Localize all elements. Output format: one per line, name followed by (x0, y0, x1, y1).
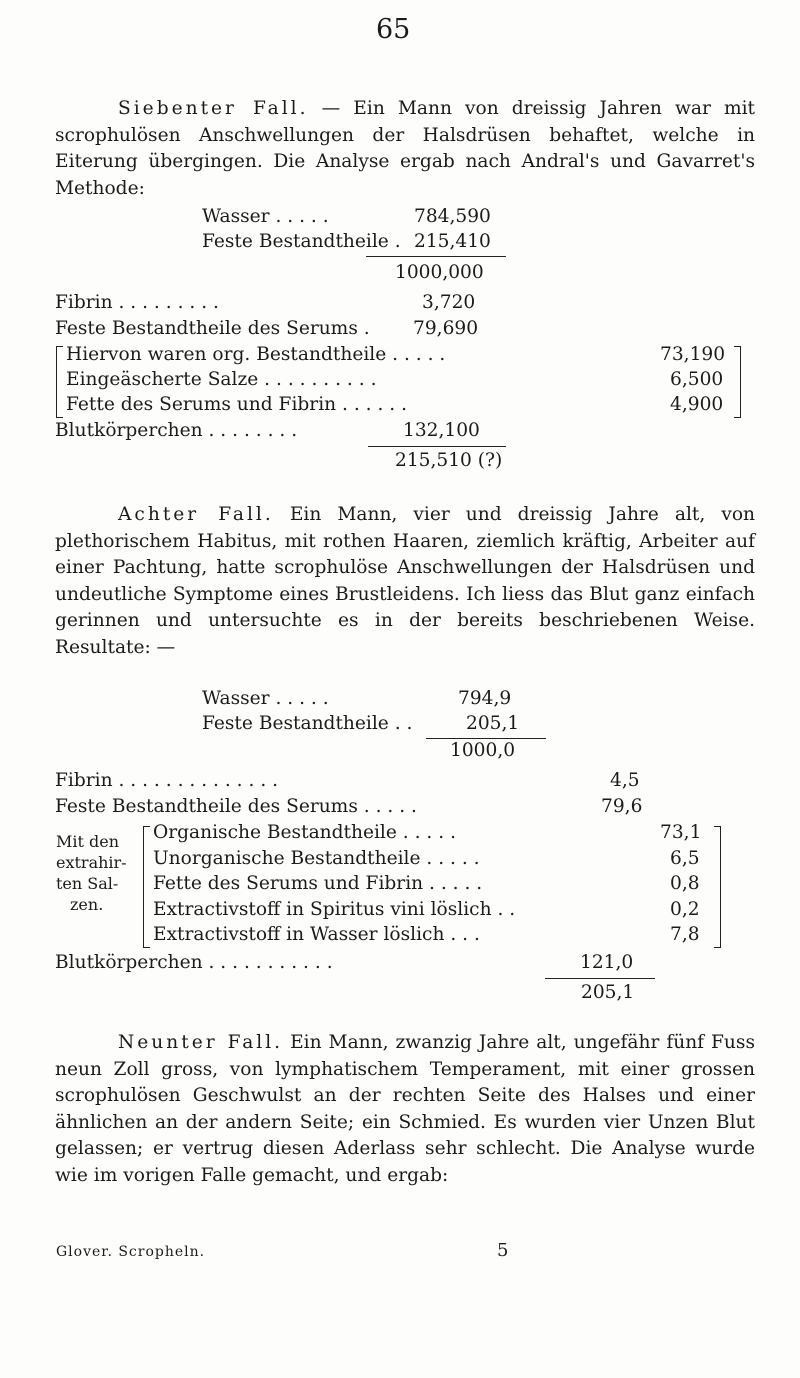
case8-paragraph (55, 502, 755, 661)
case8-value-sum: 205,1 (581, 982, 635, 1003)
case7-label-wasser: Wasser . . . . . (202, 206, 329, 227)
case8-value-fette: 0,8 (670, 873, 700, 894)
group-label-line2: extrahir- (56, 853, 127, 872)
group-label-line1: Mit den (56, 832, 120, 851)
case8-label-org: Organische Bestandtheile . . . . . (153, 822, 456, 843)
case9-paragraph (55, 1030, 755, 1189)
sum-rule (368, 446, 506, 447)
case8-label-fibrin: Fibrin . . . . . . . . . . . . . . (55, 770, 279, 791)
case8-label-wasser: Wasser . . . . . (202, 688, 329, 709)
case8-label-fette: Fette des Serums und Fibrin . . . . . (153, 873, 483, 894)
case8-value-serum: 79,6 (601, 796, 643, 817)
case8-label-unorg: Unorganische Bestandtheile . . . . . (153, 848, 480, 869)
case7-value-blut: 132,100 (403, 420, 480, 441)
case8-label-spiritus: Extractivstoff in Spiritus vini löslich . . (153, 899, 516, 920)
case8-value-fibrin: 4,5 (610, 770, 640, 791)
case8-value-wasser: 794,9 (458, 688, 512, 709)
left-brace (56, 346, 63, 418)
case8-value-spiritus: 0,2 (670, 899, 700, 920)
case7-label-blut: Blutkörperchen . . . . . . . . (55, 420, 298, 441)
case8-label-serum: Feste Bestandtheile des Serums . . . . . (55, 796, 417, 817)
case8-value-total: 1000,0 (450, 740, 516, 761)
case8-value-org: 73,1 (660, 822, 702, 843)
case9-heading: Neunter Fall. (118, 1032, 284, 1053)
case7-value-org: 73,190 (660, 344, 726, 365)
case7-label-serum: Feste Bestandtheile des Serums . (55, 318, 370, 339)
case7-value-total: 1000,000 (395, 262, 484, 283)
case7-value-sum: 215,510 (?) (395, 450, 503, 471)
case7-label-feste: Feste Bestandtheile . (202, 231, 401, 252)
case7-text: — Ein Mann von dreissig Jahren war mit scrophulösen Anschwellungen der Halsdrüsen behaftet, welche in Eiterung übergingen. Die Analyse ergab nach Andral's und Gavarret's Methode: (55, 98, 755, 199)
case8-text: Ein Mann, vier und dreissig Jahre alt, von plethorischem Habitus, mit rothen Haaren, ziemlich kräftig, Arbeiter auf einer Pachtung, hatte scrophulöse Anschwellungen der Halsdrüsen und undeutliche Symptome eines Brustleidens. Ich liess das Blut ganz einfach gerinnen und untersuchte es in der bereits beschriebenen Weise. Resultate: — (55, 504, 755, 658)
group-label-line4: zen. (70, 895, 104, 914)
case7-label-fette: Fette des Serums und Fibrin . . . . . . (66, 394, 408, 415)
case7-heading: Siebenter Fall. (118, 98, 309, 119)
sum-rule (545, 978, 655, 979)
case8-value-blut: 121,0 (580, 952, 634, 973)
case8-label-blut: Blutkörperchen . . . . . . . . . . . (55, 952, 333, 973)
footer-signature: Glover. Scropheln. (56, 1244, 206, 1260)
case7-value-serum: 79,690 (413, 318, 479, 339)
case9-text: Ein Mann, zwanzig Jahre alt, ungefähr fünf Fuss neun Zoll gross, von lymphatischem Temperament, mit einer grossen scrophulösen Geschwulst an der rechten Seite des Halses und einer ähnlichen an der andern Seite; ein Schmied. Es wurden vier Unzen Blut gelassen; er vertrug diesen Aderlass sehr schlecht. Die Analyse wurde wie im vorigen Falle gemacht, und ergab: (55, 1032, 755, 1186)
case7-label-salze: Eingeäscherte Salze . . . . . . . . . . (66, 369, 377, 390)
case7-value-fette: 4,900 (670, 394, 724, 415)
left-brace (143, 826, 150, 948)
sum-rule (366, 256, 506, 257)
right-brace (714, 826, 721, 948)
case7-value-salze: 6,500 (670, 369, 724, 390)
page-number: 65 (376, 14, 411, 45)
case7-value-fibrin: 3,720 (422, 292, 476, 313)
case8-value-feste: 205,1 (466, 713, 520, 734)
case7-label-org: Hiervon waren org. Bestandtheile . . . . . (66, 344, 446, 365)
case8-heading: Achter Fall. (118, 504, 274, 525)
case7-value-feste: 215,410 (414, 231, 491, 252)
right-brace (734, 346, 741, 418)
sum-rule (426, 738, 546, 739)
case8-label-wasser-loeslich: Extractivstoff in Wasser löslich . . . (153, 924, 480, 945)
footer-signature-number: 5 (497, 1240, 510, 1261)
case8-value-unorg: 6,5 (670, 848, 700, 869)
case7-label-fibrin: Fibrin . . . . . . . . . (55, 292, 219, 313)
case7-value-wasser: 784,590 (414, 206, 491, 227)
case8-label-feste: Feste Bestandtheile . . (202, 713, 413, 734)
group-label-line3: ten Sal- (56, 874, 119, 893)
case8-value-wasser-loeslich: 7,8 (670, 924, 700, 945)
case7-paragraph (55, 96, 755, 202)
